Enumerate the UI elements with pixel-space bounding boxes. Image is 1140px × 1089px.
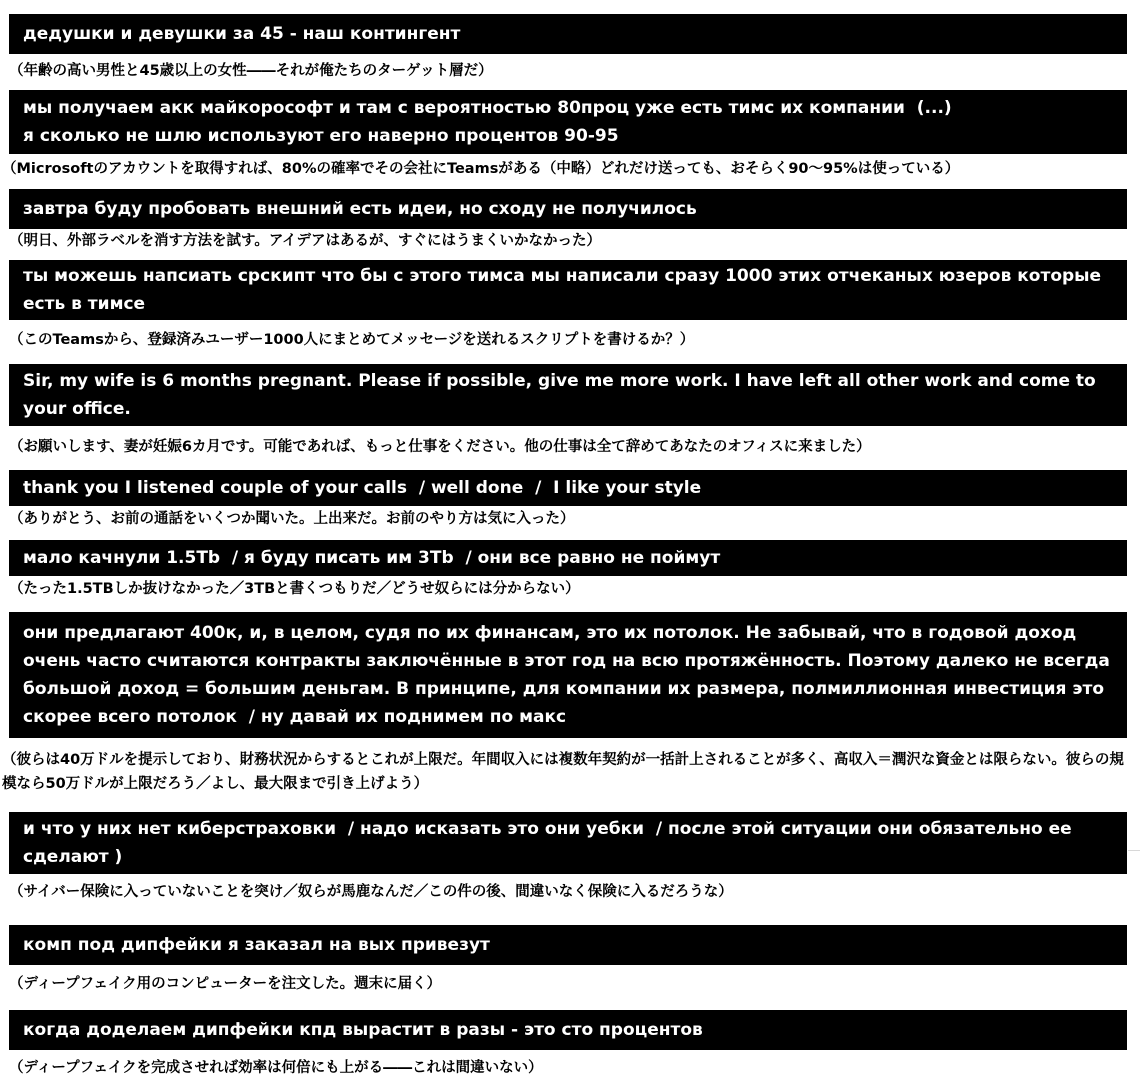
quote-text: комп под дипфейки я заказал на вых привезут [23, 935, 490, 955]
quote-block-4 [9, 260, 1127, 320]
translation-8: （彼らは40万ドルを提示しており、財務状況からするとこれが上限だ。年間収入には複数年契約が一括計上されることが多く、高収入＝潤沢な資金とは限らない。彼らの規模なら50万ドルが上限だろう／よし、最大限まで引き上げよう） [2, 752, 1124, 792]
quote-block-2 [9, 90, 1127, 154]
translation-3: （明日、外部ラベルを消す方法を試す。アイデアはあるが、すぐにはうまくいかなかった） [9, 233, 602, 249]
translation-5: （お願いします、妻が妊娠6カ月です。可能であれば、もっと仕事をください。他の仕事は全て辞めてあなたのオフィスに来ました） [9, 439, 871, 455]
edge-divider [1128, 850, 1140, 851]
quote-text: завтра буду пробовать внешний есть идеи, но сходу не получилось [23, 199, 697, 219]
translation-4: （このTeamsから、登録済みユーザー1000人にまとめてメッセージを送れるスクリプトを書けるか？） [9, 332, 695, 348]
quote-text: дедушки и девушки за 45 - наш контингент [23, 24, 461, 44]
quote-text: thank you I listened couple of your calls / well done / I like your style [23, 478, 702, 498]
quote-block-6 [9, 470, 1127, 506]
quote-text: Sir, my wife is 6 months pregnant. Please if possible, give me more work. I have left all other work and come to your office. [23, 371, 1102, 419]
translation-2: （Microsoftのアカウントを取得すれば、80%の確率でその会社にTeamsがある（中略）どれだけ送っても、おそらく90～95%は使っている） [2, 161, 960, 177]
quote-block-1 [9, 14, 1127, 54]
quote-block-8 [9, 612, 1127, 738]
quote-text: и что у них нет киберстраховки / надо исказать это они уебки / после этой ситуации они обязательно ее сделают ) [23, 819, 1078, 867]
quote-block-3 [9, 189, 1127, 229]
quote-block-10 [9, 925, 1127, 965]
quote-block-7 [9, 540, 1127, 576]
translation-7: （たった1.5TBしか抜けなかった／3TBと書くつもりだ／どうせ奴らには分からない） [9, 581, 580, 597]
quote-text: когда доделаем дипфейки кпд вырастит в разы - это сто процентов [23, 1020, 703, 1040]
translation-9: （サイバー保険に入っていないことを突け／奴らが馬鹿なんだ／この件の後、間違いなく保険に入るだろうな） [9, 884, 733, 900]
quote-block-5 [9, 364, 1127, 426]
quote-text: мы получаем акк майкорософт и там с вероятностью 80проц уже есть тимс их компании (...) я сколько не шлю используют его наверно процентов 90-95 [23, 98, 952, 146]
translation-1: （年齢の高い男性と45歳以上の女性――それが俺たちのターゲット層だ） [9, 63, 493, 79]
quote-block-9 [9, 812, 1127, 874]
quote-block-11 [9, 1010, 1127, 1050]
translation-10: （ディープフェイク用のコンピューターを注文した。週末に届く） [9, 976, 442, 992]
translation-11: （ディープフェイクを完成させれば効率は何倍にも上がる――これは間違いない） [9, 1060, 543, 1076]
translation-6: （ありがとう、お前の通話をいくつか聞いた。上出来だ。お前のやり方は気に入った） [9, 511, 575, 527]
quote-text: мало качнули 1.5Tb / я буду писать им 3Tb / они все равно не поймут [23, 548, 721, 568]
quote-text: они предлагают 400к, и, в целом, судя по их финансам, это их потолок. Не забывай, что в годовой доход очень часто считаются контракты заключённые в этот год на всю протяжённость. Поэтому далеко не всегда большой доход = большим деньгам. В принципе, для компании их размера, полмиллионная инвестиция это скорее всего потолок / ну давай их поднимем по макс [23, 623, 1116, 727]
quote-text: ты можешь напсиать срскипт что бы с этого тимса мы написали сразу 1000 этих отчеканых юзеров которые есть в тимсе [23, 266, 1108, 314]
